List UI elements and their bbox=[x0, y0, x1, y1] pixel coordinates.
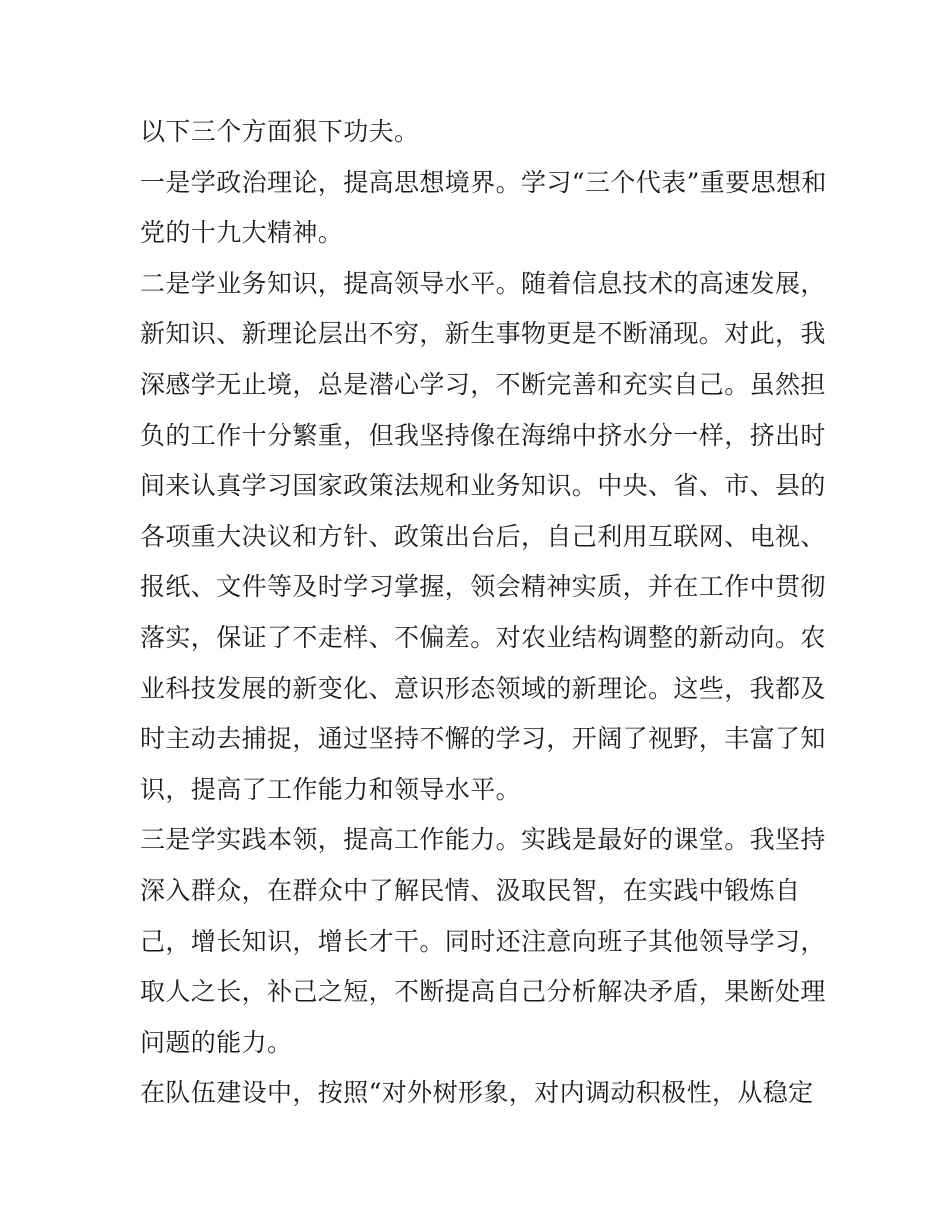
text-line: 落实，保证了不走样、不偏差。对农业结构调整的新动向。农 bbox=[140, 622, 826, 652]
text-line: 间来认真学习国家政策法规和业务知识。中央、省、市、县的 bbox=[140, 471, 826, 501]
text-line: 业科技发展的新变化、意识形态领域的新理论。这些，我都及 bbox=[140, 673, 826, 703]
text-line: 各项重大决议和方针、政策出台后，自己利用互联网、电视、 bbox=[140, 521, 826, 551]
text-line: 在队伍建设中，按照“对外树形象，对内调动积极性，从稳定 bbox=[140, 1078, 814, 1108]
text-line: 二是学业务知识，提高领导水平。随着信息技术的高速发展， bbox=[140, 268, 826, 298]
text-line: 一是学政治理论，提高思想境界。学习“三个代表”重要思想和 bbox=[140, 167, 827, 197]
text-line: 负的工作十分繁重，但我坚持像在海绵中挤水分一样，挤出时 bbox=[140, 420, 826, 450]
text-line: 问题的能力。 bbox=[140, 1027, 293, 1057]
text-line: 时主动去捕捉，通过坚持不懈的学习，开阔了视野，丰富了知 bbox=[140, 724, 826, 754]
text-line: 取人之长，补己之短，不断提高自己分析解决矛盾，果断处理 bbox=[140, 977, 826, 1007]
text-line: 三是学实践本领，提高工作能力。实践是最好的课堂。我坚持 bbox=[140, 825, 826, 855]
text-line: 识，提高了工作能力和领导水平。 bbox=[140, 774, 522, 804]
document-body-text bbox=[140, 107, 827, 1119]
text-line: 新知识、新理论层出不穷，新生事物更是不断涌现。对此，我 bbox=[140, 319, 826, 349]
text-line: 报纸、文件等及时学习掌握，领会精神实质，并在工作中贯彻 bbox=[140, 572, 826, 602]
text-line: 深入群众，在群众中了解民情、汲取民智，在实践中锻炼自 bbox=[140, 875, 801, 905]
text-line: 以下三个方面狠下功夫。 bbox=[140, 117, 420, 146]
text-line: 党的十九大精神。 bbox=[140, 218, 344, 248]
text-line: 己，增长知识，增长才干。同时还注意向班子其他领导学习， bbox=[140, 926, 826, 956]
text-line: 深感学无止境，总是潜心学习，不断完善和充实自己。虽然担 bbox=[140, 369, 826, 399]
